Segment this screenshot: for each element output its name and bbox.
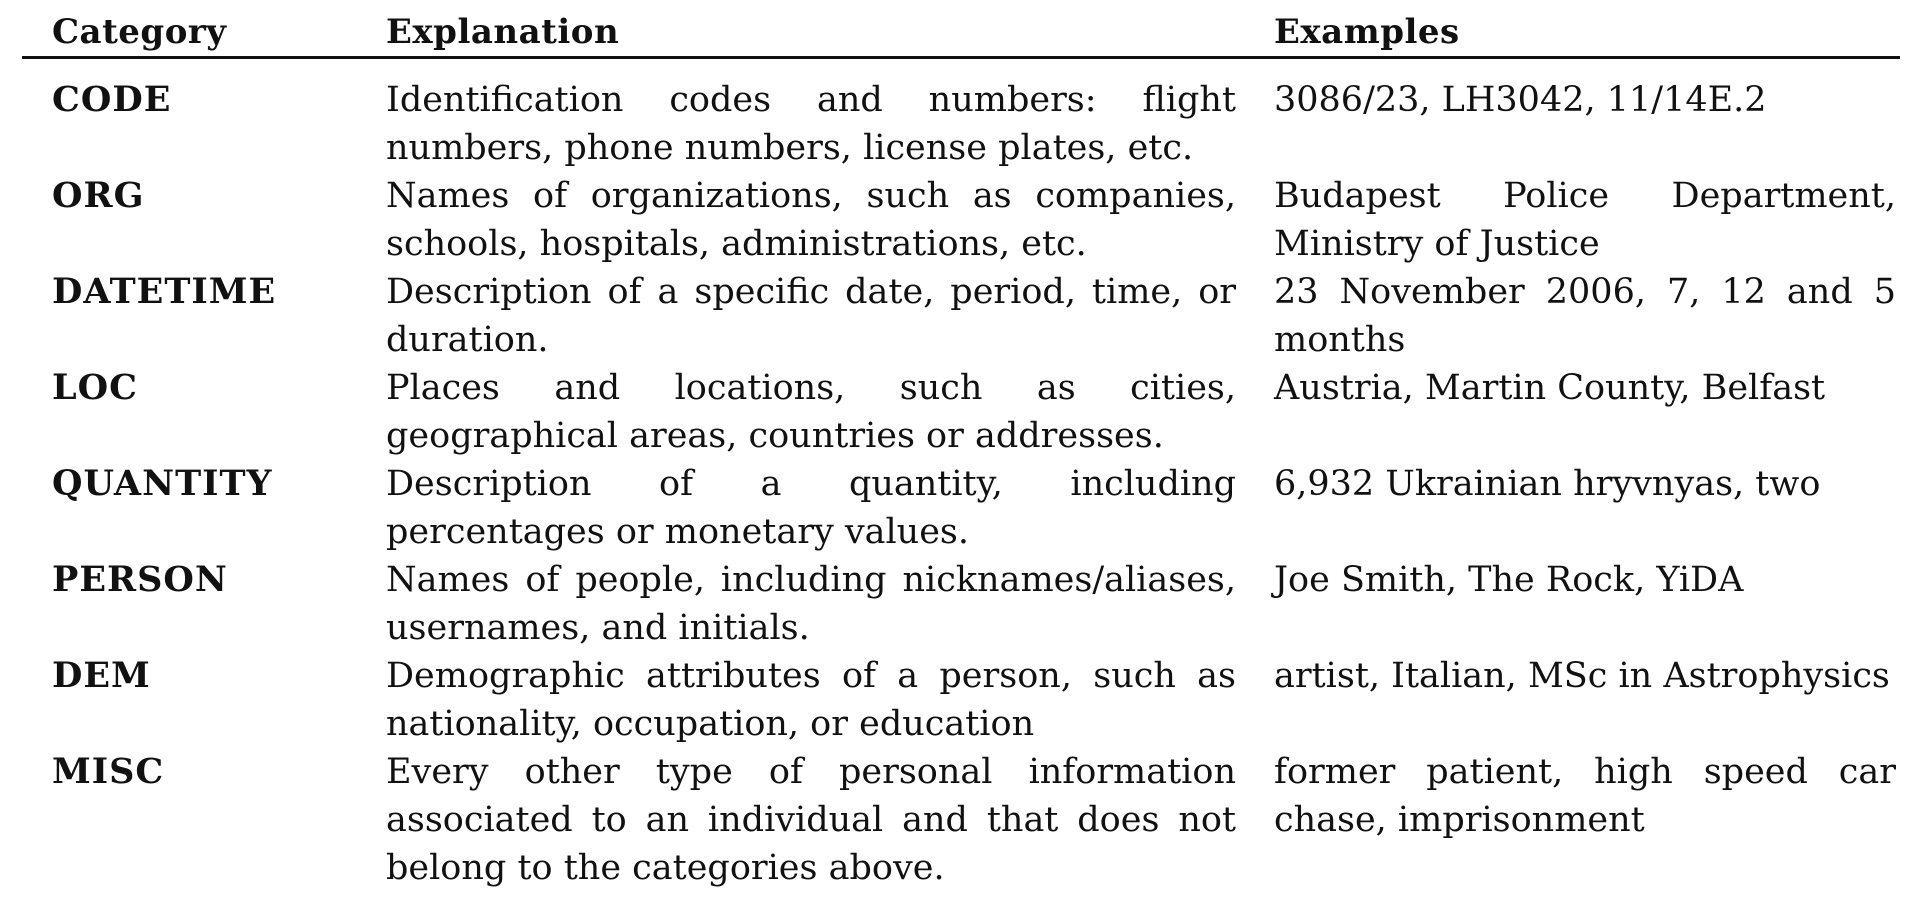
explanation-cell: Places and locations, such as cities, geographical areas, countries or addresses. [386, 368, 1236, 456]
table-row [22, 748, 1900, 892]
category-cell: CODE [52, 79, 172, 120]
explanation-cell: Identification codes and numbers: flight numbers, phone numbers, license plates, etc. [386, 80, 1236, 168]
category-cell: ORG [52, 175, 145, 216]
examples-cell: 3086/23, LH3042, 11/14E.2 [1274, 80, 1767, 120]
examples-cell: 6,932 Ukrainian hryvnyas, two [1274, 464, 1821, 504]
examples-cell: Austria, Martin County, Belfast [1274, 368, 1826, 408]
category-cell: MISC [52, 751, 165, 792]
pii-category-table [22, 0, 1900, 888]
explanation-cell: Description of a specific date, period, time, or duration. [386, 272, 1236, 360]
category-cell: DEM [52, 655, 151, 696]
examples-cell: Joe Smith, The Rock, YiDA [1274, 560, 1744, 600]
table-row [22, 460, 1900, 556]
table-row [22, 556, 1900, 652]
examples-cell: 23 November 2006, 7, 12 and 5 months [1274, 272, 1896, 360]
header-explanation: Explanation [386, 12, 620, 52]
explanation-cell: Names of organizations, such as companies, schools, hospitals, administrations, etc. [386, 176, 1236, 264]
header-category: Category [52, 12, 227, 52]
category-cell: QUANTITY [52, 463, 273, 504]
examples-cell: artist, Italian, MSc in Astrophysics [1274, 656, 1890, 696]
category-cell: DATETIME [52, 271, 277, 312]
table-row [22, 172, 1900, 268]
table-row [22, 364, 1900, 460]
explanation-cell: Every other type of personal information associated to an individual and that does not belong to the categories above. [386, 752, 1236, 888]
explanation-cell: Names of people, including nicknames/aliases, usernames, and initials. [386, 560, 1236, 648]
table-header-row [22, 0, 1900, 58]
table-row [22, 268, 1900, 364]
table-row [22, 652, 1900, 748]
category-cell: PERSON [52, 559, 228, 600]
explanation-cell: Description of a quantity, including percentages or monetary values. [386, 464, 1236, 552]
explanation-cell: Demographic attributes of a person, such as nationality, occupation, or education [386, 656, 1236, 744]
table-body [22, 76, 1900, 892]
examples-cell: Budapest Police Department, Ministry of Justice [1274, 176, 1896, 264]
header-rule [22, 56, 1900, 59]
header-examples: Examples [1274, 12, 1460, 52]
examples-cell: former patient, high speed car chase, imprisonment [1274, 752, 1896, 840]
table-row [22, 76, 1900, 172]
category-cell: LOC [52, 367, 138, 408]
